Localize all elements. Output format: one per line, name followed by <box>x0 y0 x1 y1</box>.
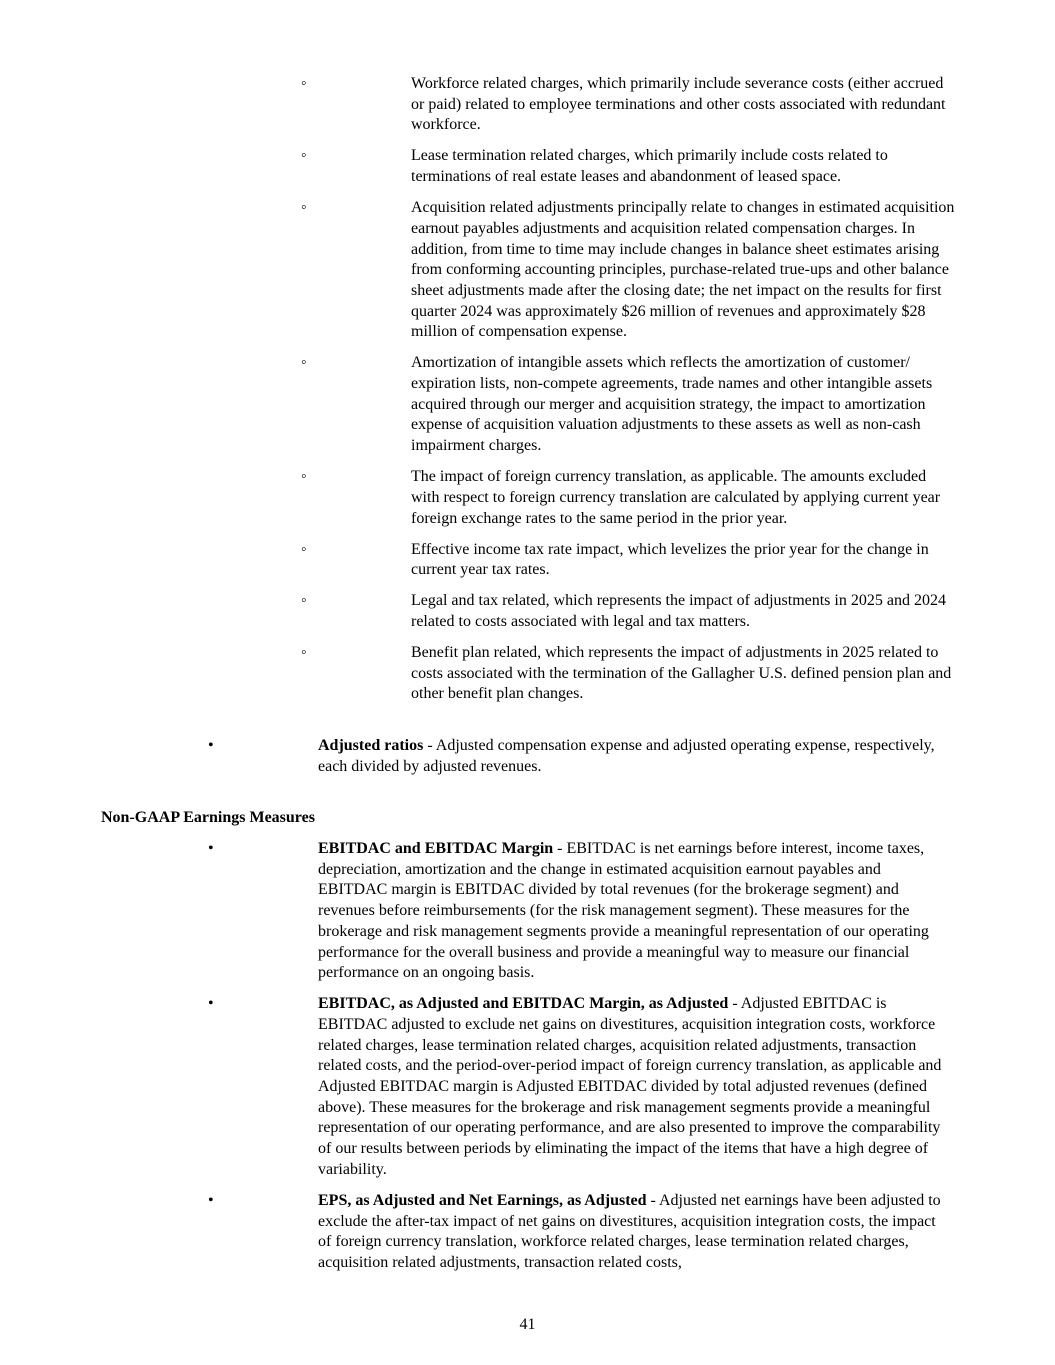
list-item-term: EBITDAC, as Adjusted and EBITDAC Margin, as Adjusted <box>318 995 729 1013</box>
list-item-text: - Adjusted net earnings have been adjusted to exclude the after-tax impact of net gains on divestitures, acquisition integration costs, the impact of foreign currency translation, workforce related charges, lease termination related charges, acquisition related adjustments, transaction related costs, <box>318 1191 941 1271</box>
page-number: 41 <box>519 1316 536 1333</box>
list-item-text: - Adjusted EBITDAC is EBITDAC adjusted to exclude net gains on divestitures, acquisition integration costs, workforce related charges, lease termination related charges, acquisition related adjustments, transaction related costs, and the period-over-period impact of foreign currency translation, as applicable and Adjusted EBITDAC margin is Adjusted EBITDAC divided by total adjusted revenues (defined above). These measures for the brokerage and risk management segments provide a meaningful representation of our operating performance, and are also presented to improve the comparability of our results between periods by eliminating the impact of the items that have a high degree of variability. <box>318 995 942 1178</box>
sub-list-item-text: Acquisition related adjustments principally relate to changes in estimated acquisition earnout payables adjustments and acquisition related compensation charges. In addition, from time to time may include changes in balance sheet estimates arising from conforming accounting principles, purchase-related true-ups and other balance sheet adjustments made after the closing date; the net impact on the results for first quarter 2024 was approximately $26 million of revenues and approximately $28 million of compensation expense. <box>411 199 955 341</box>
sub-list-item-text: The impact of foreign currency translation, as applicable. The amounts excluded with respect to foreign currency translation are calculated by applying current year foreign exchange rates to the same period in the prior year. <box>411 468 941 527</box>
sub-list-item-text: Amortization of intangible assets which reflects the amortization of customer/ expiration lists, non-compete agreements, trade names and other intangible assets acquired through our merger and acquisition strategy, the impact to amortization expense of acquisition valuation adjustments to these assets as well as non-cash impairment charges. <box>411 354 933 455</box>
section-heading: Non-GAAP Earnings Measures <box>101 809 315 826</box>
list-item-ebitdac-adjusted <box>208 994 950 1180</box>
bullet-marker: • <box>208 840 214 857</box>
sub-list-item-text: Lease termination related charges, which primarily include costs related to terminations of real estate leases and abandonment of leased space. <box>411 147 888 186</box>
sub-bullet-marker: ◦ <box>301 540 307 558</box>
sub-list-item-text: Effective income tax rate impact, which levelizes the prior year for the change in current year tax rates. <box>411 540 929 579</box>
non-gaap-measures-list <box>0 839 1055 1284</box>
list-item-text: - EBITDAC is net earnings before interest, income taxes, depreciation, amortization and the change in estimated acquisition earnout payables and EBITDAC margin is EBITDAC divided by total revenues (for the brokerage segment) and revenues before reimbursements (for the risk management segment). These measures for the brokerage and risk management segments provide a meaningful representation of our operating performance for the overall business and provide a meaningful way to measure our financial performance on an ongoing basis. <box>318 840 929 982</box>
sub-bullet-marker: ◦ <box>301 147 307 165</box>
adjusted-ratios-block <box>0 736 1055 788</box>
list-item-term: EBITDAC and EBITDAC Margin <box>318 840 554 857</box>
list-item-ebitdac <box>208 839 950 984</box>
sub-bullet-marker: ◦ <box>301 199 307 217</box>
bullet-marker: • <box>208 1191 214 1209</box>
sub-list-item-legal-tax <box>301 591 956 632</box>
sub-list-item-text: Benefit plan related, which represents the impact of adjustments in 2025 related to costs associated with the termination of the Gallagher U.S. defined pension plan and other benefit plan changes. <box>411 643 952 703</box>
adjustment-sub-list <box>0 74 1055 715</box>
sub-list-item-text: Workforce related charges, which primarily include severance costs (either accrued or paid) related to employee terminations and other costs associated with redundant workforce. <box>411 75 946 134</box>
bullet-marker: • <box>208 737 214 754</box>
sub-list-item-acquisition <box>301 198 956 343</box>
sub-bullet-marker: ◦ <box>301 592 307 610</box>
sub-list-item-tax-rate <box>301 540 956 581</box>
sub-list-item-benefit-plan <box>301 643 956 705</box>
sub-list-item-text: Legal and tax related, which represents the impact of adjustments in 2025 and 2024 related to costs associated with legal and tax matters. <box>411 592 946 630</box>
sub-bullet-marker: ◦ <box>301 468 307 486</box>
sub-list-item-lease-termination <box>301 146 956 187</box>
sub-bullet-marker: ◦ <box>301 643 307 661</box>
sub-list-item-amortization <box>301 353 956 457</box>
list-item-term: Adjusted ratios <box>318 737 424 754</box>
bullet-marker: • <box>208 995 214 1013</box>
sub-list-item-foreign-currency <box>301 467 956 529</box>
list-item-term: EPS, as Adjusted and Net Earnings, as Adjusted <box>318 1191 647 1209</box>
list-item-adjusted-ratios <box>208 736 950 777</box>
sub-list-item-workforce <box>301 74 956 136</box>
list-item-text: - Adjusted compensation expense and adjusted operating expense, respectively, each divided by adjusted revenues. <box>318 737 935 775</box>
list-item-eps-adjusted <box>208 1191 950 1274</box>
sub-bullet-marker: ◦ <box>301 354 307 372</box>
sub-bullet-marker: ◦ <box>301 75 307 92</box>
